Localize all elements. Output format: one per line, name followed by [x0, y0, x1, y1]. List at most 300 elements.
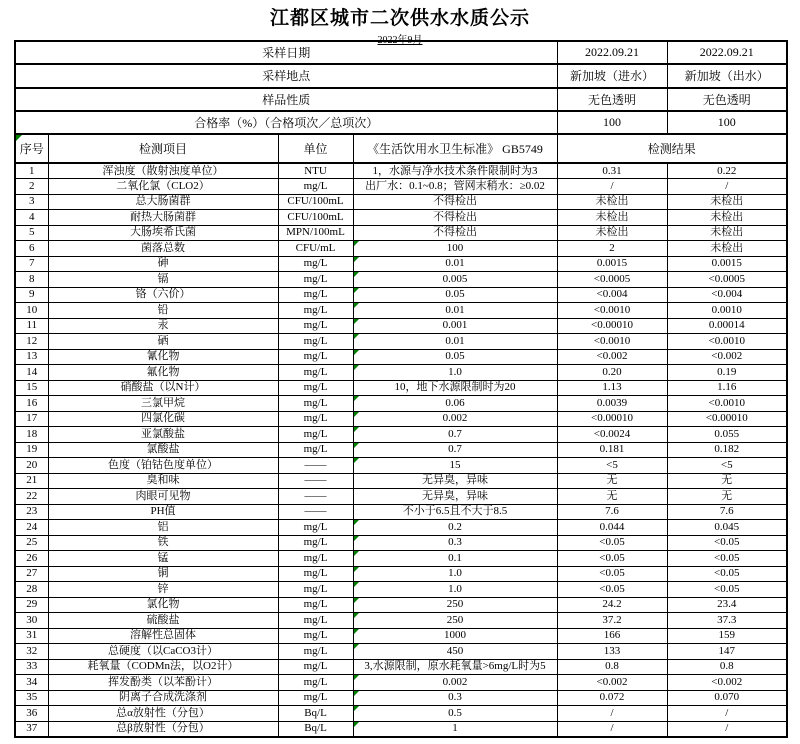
green-triangle-icon [354, 613, 359, 618]
result-inlet: / [557, 179, 667, 195]
standard-limit: 100 [353, 241, 557, 257]
item-name: 硒 [48, 334, 278, 350]
item-name: 挥发酚类（以苯酚计） [48, 675, 278, 691]
row-number: 18 [15, 427, 48, 443]
item-name: 臭和味 [48, 473, 278, 489]
sample-date-label: 采样日期 [15, 41, 557, 64]
row-number: 1 [15, 163, 48, 179]
result-outlet: <0.05 [667, 551, 787, 567]
result-outlet: 0.045 [667, 520, 787, 536]
row-number: 11 [15, 318, 48, 334]
pass-rate-inlet: 100 [557, 111, 667, 134]
green-triangle-icon [354, 412, 359, 417]
result-outlet: <0.0010 [667, 334, 787, 350]
green-triangle-icon [354, 644, 359, 649]
result-outlet: <0.002 [667, 349, 787, 365]
item-name: 溶解性总固体 [48, 628, 278, 644]
table-row [15, 179, 787, 195]
unit-value: —— [278, 489, 353, 505]
result-inlet: 166 [557, 628, 667, 644]
standard-limit: 0.3 [353, 690, 557, 706]
unit-value: —— [278, 504, 353, 520]
green-triangle-icon [354, 365, 359, 370]
item-name: 色度（铂钴色度单位） [48, 458, 278, 474]
unit-value: CFU/100mL [278, 194, 353, 210]
standard-limit: 0.05 [353, 287, 557, 303]
result-outlet: 未检出 [667, 194, 787, 210]
row-number: 16 [15, 396, 48, 412]
item-name: 亚氯酸盐 [48, 427, 278, 443]
standard-limit: 10，地下水源限制时为20 [353, 380, 557, 396]
green-triangle-icon [354, 520, 359, 525]
row-number: 27 [15, 566, 48, 582]
result-outlet: 未检出 [667, 225, 787, 241]
col-header-no: 序号 [15, 134, 48, 163]
standard-limit: 无异臭，异味 [353, 489, 557, 505]
table-row [15, 473, 787, 489]
sample-property-outlet: 无色透明 [667, 88, 787, 111]
table-row [15, 551, 787, 567]
item-name: 砷 [48, 256, 278, 272]
standard-limit: 0.2 [353, 520, 557, 536]
standard-limit: 1 [353, 721, 557, 737]
result-outlet: 未检出 [667, 210, 787, 226]
table-row [15, 194, 787, 210]
green-triangle-icon [354, 706, 359, 711]
green-triangle-icon [354, 458, 359, 463]
unit-value: mg/L [278, 597, 353, 613]
standard-limit: 0.1 [353, 551, 557, 567]
row-number: 4 [15, 210, 48, 226]
result-outlet: 0.055 [667, 427, 787, 443]
row-number: 37 [15, 721, 48, 737]
green-triangle-icon [354, 598, 359, 603]
unit-value: mg/L [278, 427, 353, 443]
standard-limit: 0.005 [353, 272, 557, 288]
result-outlet: <0.0005 [667, 272, 787, 288]
result-inlet: <0.004 [557, 287, 667, 303]
item-name: 大肠埃希氏菌 [48, 225, 278, 241]
standard-limit: 0.7 [353, 427, 557, 443]
item-name: 耗氧量（CODMn法，以O2计） [48, 659, 278, 675]
result-inlet: 24.2 [557, 597, 667, 613]
unit-value: mg/L [278, 380, 353, 396]
result-outlet: 0.22 [667, 163, 787, 179]
unit-value: mg/L [278, 659, 353, 675]
item-name: 硫酸盐 [48, 613, 278, 629]
result-inlet: 0.044 [557, 520, 667, 536]
standard-limit: 1000 [353, 628, 557, 644]
table-row [15, 582, 787, 598]
item-name: 铝 [48, 520, 278, 536]
table-row [15, 365, 787, 381]
item-name: 四氯化碳 [48, 411, 278, 427]
result-outlet: 1.16 [667, 380, 787, 396]
result-inlet: 无 [557, 489, 667, 505]
item-name: 铜 [48, 566, 278, 582]
row-number: 33 [15, 659, 48, 675]
page-title: 江都区城市二次供水水质公示 [269, 8, 530, 29]
green-triangle-icon [354, 334, 359, 339]
item-name: PH值 [48, 504, 278, 520]
result-outlet: 0.0010 [667, 303, 787, 319]
table-row [15, 225, 787, 241]
col-header-result: 检测结果 [557, 134, 787, 163]
row-number: 31 [15, 628, 48, 644]
standard-limit: 450 [353, 644, 557, 660]
result-outlet: 0.0015 [667, 256, 787, 272]
result-inlet: <0.00010 [557, 411, 667, 427]
result-inlet: <0.05 [557, 582, 667, 598]
row-number: 10 [15, 303, 48, 319]
item-name: 氟化物 [48, 365, 278, 381]
table-row [15, 427, 787, 443]
result-outlet: 0.00014 [667, 318, 787, 334]
item-name: 汞 [48, 318, 278, 334]
row-number: 25 [15, 535, 48, 551]
sample-location-label: 采样地点 [15, 64, 557, 87]
sample-date-inlet: 2022.09.21 [557, 41, 667, 64]
unit-value: mg/L [278, 303, 353, 319]
item-name: 阴离子合成洗涤剂 [48, 690, 278, 706]
sample-date-row [15, 41, 787, 64]
col-header-unit: 单位 [278, 134, 353, 163]
result-inlet: 133 [557, 644, 667, 660]
unit-value: —— [278, 458, 353, 474]
result-outlet: / [667, 721, 787, 737]
table-row [15, 628, 787, 644]
result-outlet: / [667, 706, 787, 722]
row-number: 24 [15, 520, 48, 536]
standard-limit: 0.01 [353, 334, 557, 350]
table-row [15, 318, 787, 334]
pass-rate-outlet: 100 [667, 111, 787, 134]
result-inlet: / [557, 721, 667, 737]
table-row [15, 675, 787, 691]
table-row [15, 256, 787, 272]
green-triangle-icon [354, 691, 359, 696]
unit-value: mg/L [278, 334, 353, 350]
row-number: 12 [15, 334, 48, 350]
result-inlet: 37.2 [557, 613, 667, 629]
unit-value: mg/L [278, 411, 353, 427]
result-outlet: 无 [667, 489, 787, 505]
item-name: 浑浊度（散射浊度单位） [48, 163, 278, 179]
item-name: 氯化物 [48, 597, 278, 613]
green-triangle-icon [354, 443, 359, 448]
result-outlet: 159 [667, 628, 787, 644]
unit-value: CFU/mL [278, 241, 353, 257]
standard-limit: 1，水源与净水技术条件限制时为3 [353, 163, 557, 179]
water-quality-table [14, 40, 788, 738]
sample-location-outlet: 新加坡（出水） [667, 64, 787, 87]
standard-limit: 不小于6.5且不大于8.5 [353, 504, 557, 520]
green-triangle-icon [354, 427, 359, 432]
unit-value: mg/L [278, 365, 353, 381]
table-row [15, 411, 787, 427]
sample-property-inlet: 无色透明 [557, 88, 667, 111]
col-header-item: 检测项目 [48, 134, 278, 163]
column-header-row [15, 134, 787, 163]
row-number: 26 [15, 551, 48, 567]
result-inlet: 0.181 [557, 442, 667, 458]
result-outlet: <0.00010 [667, 411, 787, 427]
item-name: 总硬度（以CaCO3计） [48, 644, 278, 660]
row-number: 20 [15, 458, 48, 474]
unit-value: —— [278, 473, 353, 489]
standard-limit: 3,水源限制，原水耗氧量>6mg/L时为5 [353, 659, 557, 675]
row-number: 17 [15, 411, 48, 427]
row-number: 28 [15, 582, 48, 598]
standard-limit: 0.05 [353, 349, 557, 365]
result-outlet: <0.05 [667, 582, 787, 598]
green-triangle-icon [354, 629, 359, 634]
result-outlet: 0.8 [667, 659, 787, 675]
unit-value: NTU [278, 163, 353, 179]
table-row [15, 396, 787, 412]
table-row [15, 706, 787, 722]
unit-value: mg/L [278, 318, 353, 334]
row-number: 19 [15, 442, 48, 458]
result-outlet: <0.0010 [667, 396, 787, 412]
table-row [15, 535, 787, 551]
standard-limit: 无异臭，异味 [353, 473, 557, 489]
result-outlet: 未检出 [667, 241, 787, 257]
table-row [15, 504, 787, 520]
table-row [15, 349, 787, 365]
green-corner-icon [16, 135, 22, 141]
green-triangle-icon [354, 303, 359, 308]
unit-value: mg/L [278, 442, 353, 458]
result-outlet: <0.05 [667, 535, 787, 551]
result-outlet: 无 [667, 473, 787, 489]
row-number: 36 [15, 706, 48, 722]
result-outlet: 0.182 [667, 442, 787, 458]
table-row [15, 566, 787, 582]
row-number: 9 [15, 287, 48, 303]
result-inlet: <0.00010 [557, 318, 667, 334]
result-inlet: 0.0015 [557, 256, 667, 272]
standard-limit: 250 [353, 613, 557, 629]
result-inlet: 0.8 [557, 659, 667, 675]
result-inlet: 未检出 [557, 210, 667, 226]
row-number: 2 [15, 179, 48, 195]
standard-limit: 出厂水：0.1~0.8；管网末稍水：≥0.02 [353, 179, 557, 195]
unit-value: mg/L [278, 628, 353, 644]
result-outlet: 37.3 [667, 613, 787, 629]
standard-limit: 0.7 [353, 442, 557, 458]
item-name: 硝酸盐（以N计） [48, 380, 278, 396]
result-outlet: 23.4 [667, 597, 787, 613]
row-number: 3 [15, 194, 48, 210]
row-number: 32 [15, 644, 48, 660]
item-name: 总大肠菌群 [48, 194, 278, 210]
result-outlet: <0.05 [667, 566, 787, 582]
unit-value: CFU/100mL [278, 210, 353, 226]
unit-value: mg/L [278, 675, 353, 691]
standard-limit: 0.5 [353, 706, 557, 722]
standard-limit: 0.002 [353, 675, 557, 691]
item-name: 锰 [48, 551, 278, 567]
row-number: 22 [15, 489, 48, 505]
green-triangle-icon [354, 722, 359, 727]
result-inlet: 0.072 [557, 690, 667, 706]
result-inlet: 0.0039 [557, 396, 667, 412]
item-name: 铅 [48, 303, 278, 319]
result-outlet: 0.19 [667, 365, 787, 381]
result-outlet: <5 [667, 458, 787, 474]
table-row [15, 690, 787, 706]
table-row [15, 721, 787, 737]
result-inlet: <0.002 [557, 349, 667, 365]
unit-value: mg/L [278, 644, 353, 660]
result-inlet: <0.0005 [557, 272, 667, 288]
unit-value: mg/L [278, 690, 353, 706]
standard-limit: 0.01 [353, 303, 557, 319]
green-triangle-icon [354, 396, 359, 401]
unit-value: mg/L [278, 566, 353, 582]
result-inlet: 无 [557, 473, 667, 489]
item-name: 铬（六价） [48, 287, 278, 303]
unit-value: mg/L [278, 256, 353, 272]
col-header-standard: 《生活饮用水卫生标准》 GB5749 [353, 134, 557, 163]
result-outlet: / [667, 179, 787, 195]
unit-value: mg/L [278, 582, 353, 598]
standard-limit: 不得检出 [353, 210, 557, 226]
table-row [15, 597, 787, 613]
green-triangle-icon [354, 551, 359, 556]
pass-rate-label: 合格率（%）（合格项次／总项次） [15, 111, 557, 134]
item-name: 铁 [48, 535, 278, 551]
standard-limit: 1.0 [353, 566, 557, 582]
table-row [15, 334, 787, 350]
row-number: 5 [15, 225, 48, 241]
standard-limit: 0.01 [353, 256, 557, 272]
item-name: 三氯甲烷 [48, 396, 278, 412]
item-name: 肉眼可见物 [48, 489, 278, 505]
standard-limit: 不得检出 [353, 225, 557, 241]
unit-value: mg/L [278, 272, 353, 288]
result-inlet: 0.20 [557, 365, 667, 381]
table-row [15, 644, 787, 660]
result-inlet: <0.05 [557, 535, 667, 551]
result-outlet: <0.004 [667, 287, 787, 303]
row-number: 13 [15, 349, 48, 365]
result-inlet: / [557, 706, 667, 722]
unit-value: mg/L [278, 535, 353, 551]
standard-limit: 0.06 [353, 396, 557, 412]
green-triangle-icon [354, 350, 359, 355]
table-row [15, 489, 787, 505]
unit-value: mg/L [278, 396, 353, 412]
table-meta [15, 41, 787, 163]
standard-limit: 0.3 [353, 535, 557, 551]
result-inlet: <0.0024 [557, 427, 667, 443]
green-triangle-icon [354, 272, 359, 277]
unit-value: Bq/L [278, 706, 353, 722]
item-name: 二氧化氯（CLO2） [48, 179, 278, 195]
table-row [15, 520, 787, 536]
green-triangle-icon [354, 536, 359, 541]
sample-location-inlet: 新加坡（进水） [557, 64, 667, 87]
green-triangle-icon [354, 241, 359, 246]
item-name: 氯酸盐 [48, 442, 278, 458]
table-row [15, 241, 787, 257]
row-number: 15 [15, 380, 48, 396]
unit-value: mg/L [278, 551, 353, 567]
table-row [15, 272, 787, 288]
item-name: 镉 [48, 272, 278, 288]
table-row [15, 210, 787, 226]
result-inlet: <0.0010 [557, 303, 667, 319]
table-body [15, 163, 787, 737]
table-row [15, 287, 787, 303]
standard-limit: 0.001 [353, 318, 557, 334]
unit-value: mg/L [278, 287, 353, 303]
result-inlet: 0.31 [557, 163, 667, 179]
table-row [15, 458, 787, 474]
result-inlet: 2 [557, 241, 667, 257]
sample-date-outlet: 2022.09.21 [667, 41, 787, 64]
standard-limit: 15 [353, 458, 557, 474]
unit-value: MPN/100mL [278, 225, 353, 241]
table-row [15, 163, 787, 179]
standard-limit: 250 [353, 597, 557, 613]
result-inlet: <0.05 [557, 566, 667, 582]
table-row [15, 613, 787, 629]
result-outlet: 7.6 [667, 504, 787, 520]
page-subtitle: 2022年9月 [377, 35, 423, 46]
result-inlet: 未检出 [557, 194, 667, 210]
sample-property-row [15, 88, 787, 111]
result-outlet: 147 [667, 644, 787, 660]
row-number: 34 [15, 675, 48, 691]
standard-limit: 0.002 [353, 411, 557, 427]
unit-value: mg/L [278, 520, 353, 536]
item-name: 总α放射性（分包） [48, 706, 278, 722]
result-inlet: <5 [557, 458, 667, 474]
green-triangle-icon [354, 319, 359, 324]
row-number: 8 [15, 272, 48, 288]
standard-limit: 不得检出 [353, 194, 557, 210]
green-triangle-icon [354, 675, 359, 680]
row-number: 6 [15, 241, 48, 257]
item-name: 总β放射性（分包） [48, 721, 278, 737]
result-inlet: <0.002 [557, 675, 667, 691]
result-outlet: <0.002 [667, 675, 787, 691]
result-inlet: <0.05 [557, 551, 667, 567]
table-row [15, 380, 787, 396]
standard-limit: 1.0 [353, 582, 557, 598]
result-inlet: 未检出 [557, 225, 667, 241]
green-triangle-icon [354, 288, 359, 293]
row-number: 21 [15, 473, 48, 489]
unit-value: mg/L [278, 179, 353, 195]
row-number: 29 [15, 597, 48, 613]
item-name: 菌落总数 [48, 241, 278, 257]
unit-value: Bq/L [278, 721, 353, 737]
table-row [15, 659, 787, 675]
result-inlet: 7.6 [557, 504, 667, 520]
sample-property-label: 样品性质 [15, 88, 557, 111]
row-number: 23 [15, 504, 48, 520]
table-row [15, 442, 787, 458]
green-triangle-icon [354, 567, 359, 572]
result-outlet: 0.070 [667, 690, 787, 706]
pass-rate-row [15, 111, 787, 134]
result-inlet: 1.13 [557, 380, 667, 396]
green-triangle-icon [354, 257, 359, 262]
